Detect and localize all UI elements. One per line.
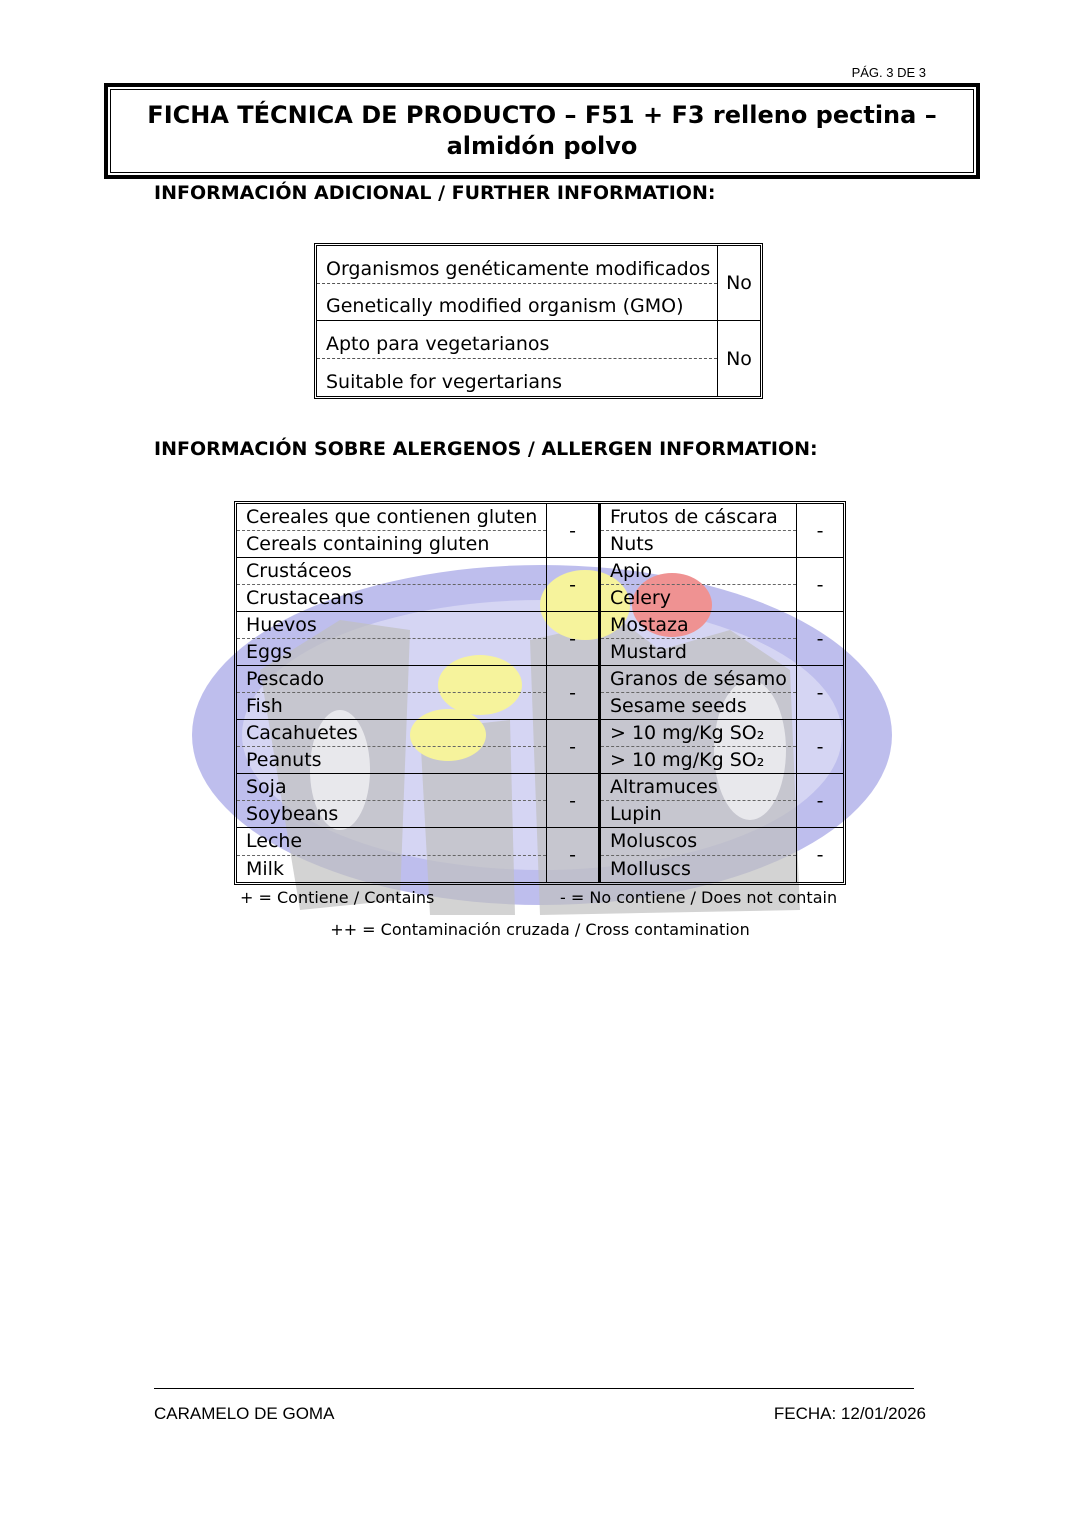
allergen-en: Crustaceans (246, 587, 364, 609)
title-line-1: FICHA TÉCNICA DE PRODUCTO – F51 + F3 relleno pectina – (147, 101, 937, 129)
allergen-name-cell (237, 666, 547, 720)
legend-contains: + = Contiene / Contains (240, 888, 435, 907)
allergen-value: - (797, 720, 843, 774)
footer-divider (154, 1388, 914, 1389)
allergen-name-cell (599, 612, 797, 666)
allergen-name-cell (237, 720, 547, 774)
allergen-es: Apio (601, 558, 796, 585)
allergen-es: Crustáceos (237, 558, 546, 585)
allergen-es: Moluscos (601, 828, 796, 856)
allergen-en: Lupin (610, 803, 662, 825)
gmo-label-en: Genetically modified organism (GMO) (326, 295, 684, 317)
footer-product: CARAMELO DE GOMA (154, 1404, 335, 1423)
allergen-es: Granos de sésamo (601, 666, 796, 693)
allergen-name-cell (599, 828, 797, 882)
gmo-value: No (718, 246, 760, 321)
allergen-name-cell (599, 504, 797, 558)
allergen-value: - (547, 720, 599, 774)
allergen-value: - (547, 774, 599, 828)
legend-cross-contamination: ++ = Contaminación cruzada / Cross contamination (330, 920, 750, 939)
allergen-name-cell (237, 504, 547, 558)
further-info-heading: INFORMACIÓN ADICIONAL / FURTHER INFORMATION: (154, 182, 716, 204)
allergen-en: Sesame seeds (610, 695, 747, 717)
allergen-es: Frutos de cáscara (601, 504, 796, 531)
further-info-table (314, 243, 763, 399)
allergen-value: - (797, 612, 843, 666)
allergen-es: Mostaza (601, 612, 796, 639)
allergen-value: - (797, 666, 843, 720)
vegetarian-label-en: Suitable for vegertarians (326, 371, 562, 393)
gmo-label-es: Organismos genéticamente modificados (317, 246, 717, 284)
footer-date: FECHA: 12/01/2026 (773, 1404, 926, 1423)
vegetarian-label-cell (317, 321, 718, 396)
allergen-en: Peanuts (246, 749, 322, 771)
allergen-name-cell (599, 720, 797, 774)
allergen-heading: INFORMACIÓN SOBRE ALERGENOS / ALLERGEN INFORMATION: (154, 438, 818, 460)
allergen-es: Leche (237, 828, 546, 856)
allergen-value: - (547, 558, 599, 612)
allergen-value: - (797, 558, 843, 612)
allergen-es: > 10 mg/Kg SO₂ (601, 720, 796, 747)
allergen-en: Molluscs (610, 857, 691, 880)
allergen-es: Pescado (237, 666, 546, 693)
allergen-en: Nuts (610, 533, 654, 555)
allergen-name-cell (599, 774, 797, 828)
allergen-es: Cacahuetes (237, 720, 546, 747)
allergen-name-cell (237, 558, 547, 612)
allergen-en: Milk (246, 857, 284, 880)
allergen-es: Altramuces (601, 774, 796, 801)
allergen-value: - (547, 612, 599, 666)
allergen-name-cell (237, 774, 547, 828)
allergen-en: Mustard (610, 641, 687, 663)
allergen-en: Eggs (246, 641, 293, 663)
allergen-value: - (816, 844, 824, 866)
allergen-value: - (797, 774, 843, 828)
vegetarian-value: No (726, 347, 752, 370)
allergen-name-cell (599, 558, 797, 612)
allergen-value: - (547, 666, 599, 720)
title-box (104, 83, 980, 179)
allergen-name-cell (237, 828, 547, 882)
allergen-en: Soybeans (246, 803, 339, 825)
allergen-es: Soja (237, 774, 546, 801)
allergen-value: - (797, 504, 843, 558)
allergen-es: Cereales que contienen gluten (237, 504, 546, 531)
title-line-2: almidón polvo (446, 132, 638, 160)
page-number: PÁG. 3 DE 3 (851, 65, 926, 80)
allergen-name-cell (237, 612, 547, 666)
allergen-en: > 10 mg/Kg SO₂ (610, 749, 765, 771)
allergen-name-cell (599, 666, 797, 720)
allergen-en: Cereals containing gluten (246, 533, 490, 555)
vegetarian-label-es: Apto para vegetarianos (317, 321, 717, 359)
allergen-en: Fish (246, 695, 283, 717)
allergen-value: - (547, 828, 599, 882)
allergen-table (234, 501, 846, 885)
allergen-en: Celery (610, 587, 671, 609)
gmo-label-cell (317, 246, 718, 321)
allergen-value: - (547, 504, 599, 558)
legend-not-contains: - = No contiene / Does not contain (560, 888, 838, 907)
allergen-es: Huevos (237, 612, 546, 639)
document-title (110, 89, 974, 173)
